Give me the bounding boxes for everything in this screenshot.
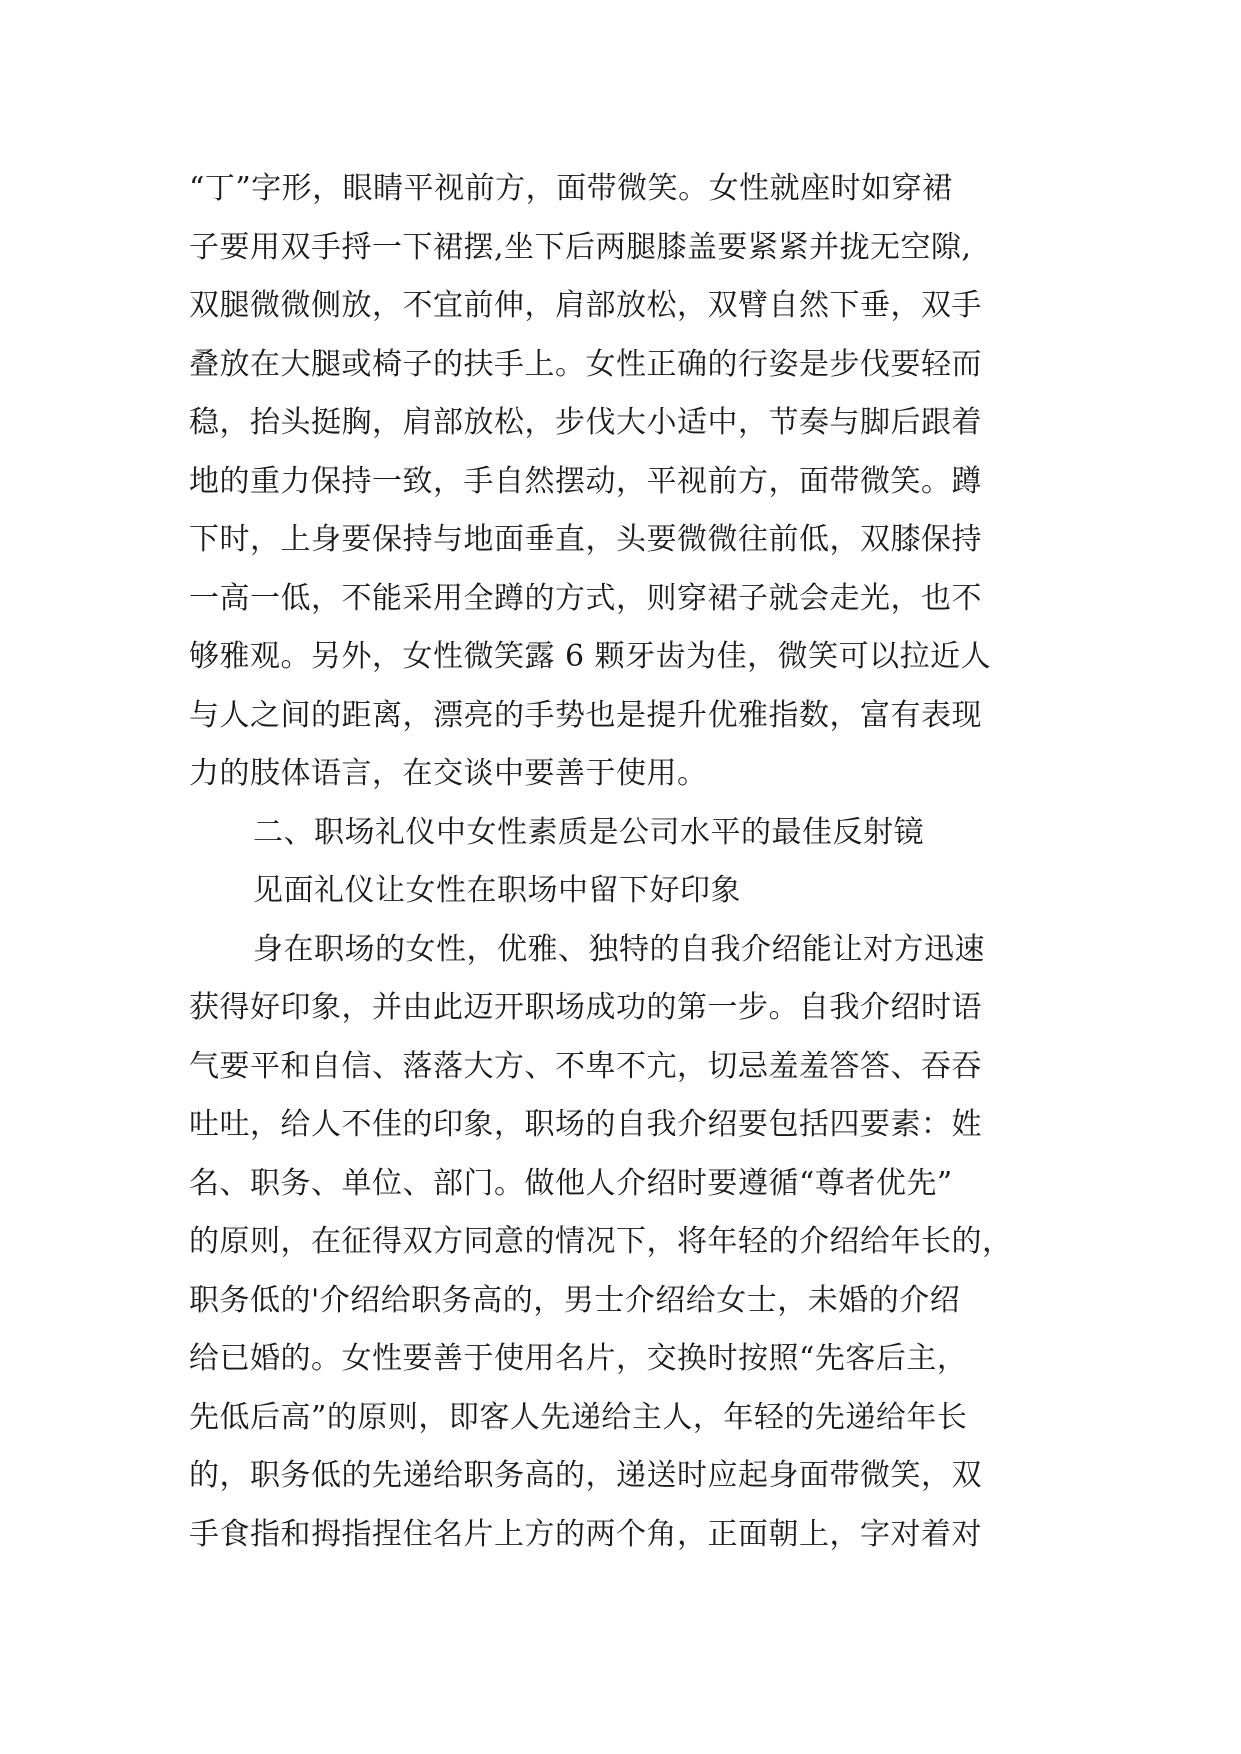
text-line: 子要用双手捋一下裙摆,坐下后两腿膝盖要紧紧并拢无空隙, xyxy=(189,229,972,265)
text-line: 够雅观。另外，女性微笑露 6 颗牙齿为佳，微笑可以拉近人 xyxy=(189,639,992,674)
text-line: 名、职务、单位、部门。做他人介绍时要遵循“尊者优先” xyxy=(189,1165,953,1201)
body-text xyxy=(189,160,1069,1564)
text-line: 下时，上身要保持与地面垂直，头要微微往前低，双膝保持 xyxy=(189,522,982,557)
text-line: 获得好印象，并由此迈开职场成功的第一步。自我介绍时语 xyxy=(189,990,982,1025)
text-line: 的原则，在征得双方同意的情况下，将年轻的介绍给年长的， xyxy=(189,1224,1013,1259)
text-line: 吐吐，给人不佳的印象，职场的自我介绍要包括四要素：姓 xyxy=(189,1107,982,1142)
text-line: 叠放在大腿或椅子的扶手上。女性正确的行姿是步伐要轻而 xyxy=(189,346,982,382)
text-line: 给已婚的。女性要善于使用名片，交换时按照“先客后主， xyxy=(189,1341,968,1376)
text-line: “丁”字形，眼睛平视前方，面带微笑。女性就座时如穿裙 xyxy=(189,171,953,206)
text-line: 双腿微微侧放，不宜前伸，肩部放松，双臂自然下垂，双手 xyxy=(189,288,982,323)
paragraph-start-line: 身在职场的女性，优雅、独特的自我介绍能让对方迅速 xyxy=(253,931,985,967)
subsection-heading: 见面礼仪让女性在职场中留下好印象 xyxy=(253,873,741,908)
text-line: 职务低的'介绍给职务高的，男士介绍给女士，未婚的介绍 xyxy=(189,1282,961,1318)
text-line: 一高一低，不能采用全蹲的方式，则穿裙子就会走光，也不 xyxy=(189,580,982,616)
text-line: 与人之间的距离，漂亮的手势也是提升优雅指数，富有表现 xyxy=(189,697,982,733)
section-heading: 二、职场礼仪中女性素质是公司水平的最佳反射镜 xyxy=(253,814,924,850)
text-line: 手食指和拇指捏住名片上方的两个角，正面朝上，字对着对 xyxy=(189,1516,982,1552)
text-line: 的，职务低的先递给职务高的，递送时应起身面带微笑，双 xyxy=(189,1458,982,1493)
text-line: 稳，抬头挺胸，肩部放松，步伐大小适中，节奏与脚后跟着 xyxy=(189,405,982,440)
text-line: 先低后高”的原则，即客人先递给主人，年轻的先递给年长 xyxy=(189,1399,968,1435)
text-line: 力的肢体语言，在交谈中要善于使用。 xyxy=(189,756,708,791)
text-line: 地的重力保持一致，手自然摆动，平视前方，面带微笑。蹲 xyxy=(189,463,982,499)
text-line: 气要平和自信、落落大方、不卑不亢，切忌羞羞答答、吞吞 xyxy=(189,1048,982,1084)
